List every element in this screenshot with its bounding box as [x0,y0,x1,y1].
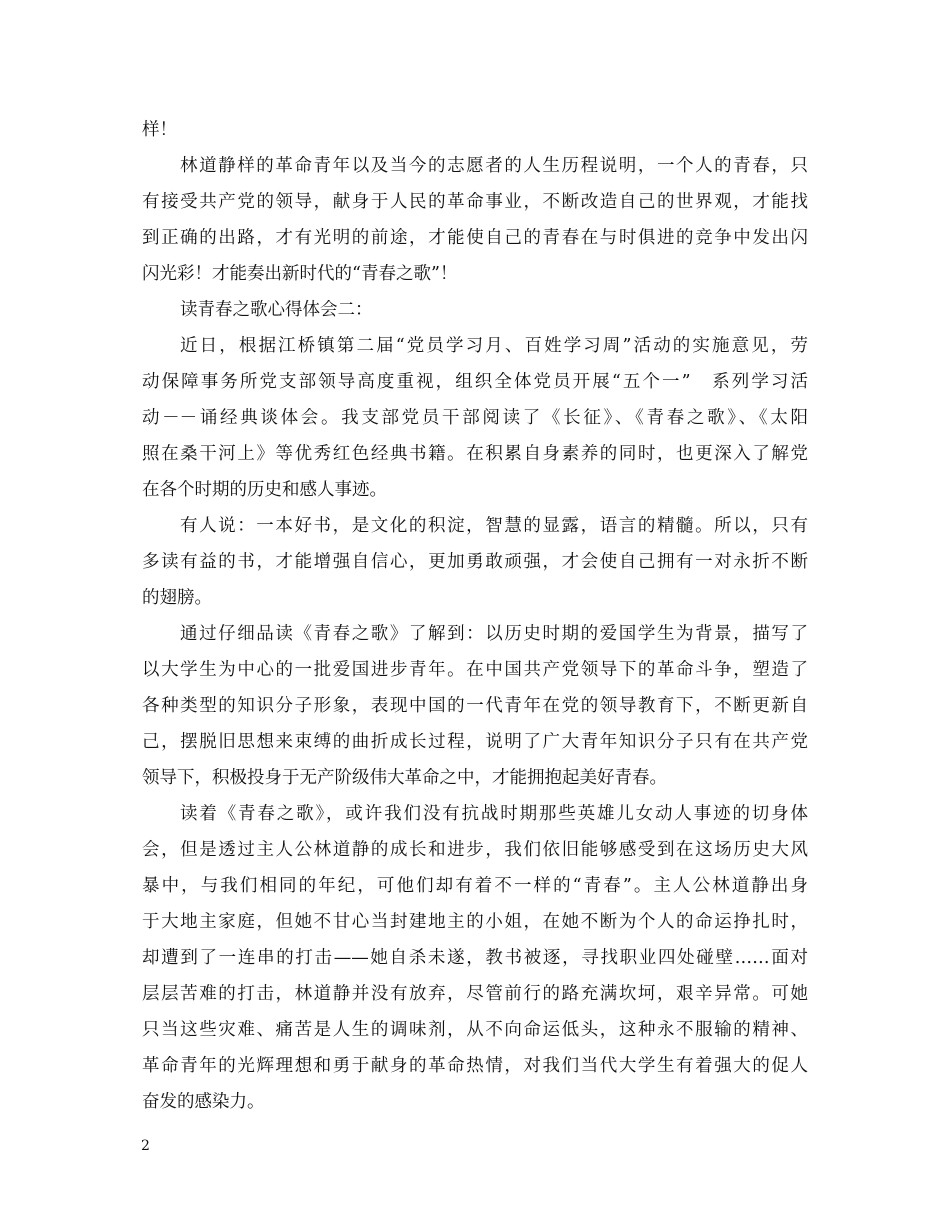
text-line: 近日，根据江桥镇第二届“党员学习月、百姓学习周”活动的实施意见，劳 [180,336,808,356]
text-line: 己，摆脱旧思想来束缚的曲折成长过程，说明了广大青年知识分子只有在共产党 [142,732,808,752]
text-line: 有接受共产党的领导，献身于人民的革命事业，不断改造自己的世界观，才能找 [142,192,808,212]
text-line: 奋发的感染力。 [142,1092,265,1112]
text-line: 在各个时期的历史和感人事迹。 [142,480,387,500]
text-line: 林道静样的革命青年以及当今的志愿者的人生历程说明，一个人的青春，只 [180,156,808,176]
text-line: 读着《青春之歌》，或许我们没有抗战时期那些英雄儿女动人事迹的切身体 [180,804,808,824]
text-line: 只当这些灾难、痛苦是人生的调味剂，从不向命运低头，这种永不服输的精神、 [142,1020,808,1040]
text-line: 多读有益的书，才能增强自信心，更加勇敢顽强，才会使自己拥有一对永折不断 [142,552,808,572]
text-line: 动保障事务所党支部领导高度重视，组织全体党员开展“五个一” 系列学习活 [142,372,808,392]
text-line: 层层苦难的打击，林道静并没有放弃，尽管前行的路充满坎坷，艰辛异常。可她 [142,984,808,1004]
text-line: 的翅膀。 [142,588,212,608]
text-line: 会，但是透过主人公林道静的成长和进步，我们依旧能够感受到在这场历史大风 [142,840,808,860]
text-line: 各种类型的知识分子形象，表现中国的一代青年在党的领导教育下，不断更新自 [142,696,808,716]
text-line: 革命青年的光辉理想和勇于献身的革命热情，对我们当代大学生有着强大的促人 [142,1056,808,1076]
page-number: 2 [141,1138,150,1154]
text-line: 于大地主家庭，但她不甘心当封建地主的小姐，在她不断为个人的命运挣扎时， [142,912,808,932]
text-line: 闪光彩！才能奏出新时代的“青春之歌”！ [142,264,458,284]
text-line: 领导下，积极投身于无产阶级伟大革命之中，才能拥抱起美好青春。 [142,768,667,788]
text-line: 却遭到了一连串的打击——她自杀未遂，教书被逐，寻找职业四处碰壁……面对 [142,948,808,968]
text-line: 照在桑干河上》等优秀红色经典书籍。在积累自身素养的同时，也更深入了解党 [142,444,808,464]
text-line: 样！ [142,120,177,140]
text-line: 暴中，与我们相同的年纪，可他们却有着不一样的“青春”。主人公林道静出身 [142,876,808,896]
text-line: 通过仔细品读《青春之歌》了解到：以历史时期的爱国学生为背景，描写了 [180,624,808,644]
text-line: 以大学生为中心的一批爱国进步青年。在中国共产党领导下的革命斗争，塑造了 [142,660,808,680]
text-line: 有人说：一本好书，是文化的积淀，智慧的显露，语言的精髓。所以，只有 [180,516,808,536]
section-heading: 读青春之歌心得体会二： [180,300,373,320]
text-line: 动－－诵经典谈体会。我支部党员干部阅读了《长征》、《青春之歌》、《太阳 [142,408,808,428]
text-line: 到正确的出路，才有光明的前途，才能使自己的青春在与时俱进的竞争中发出闪 [142,228,808,248]
